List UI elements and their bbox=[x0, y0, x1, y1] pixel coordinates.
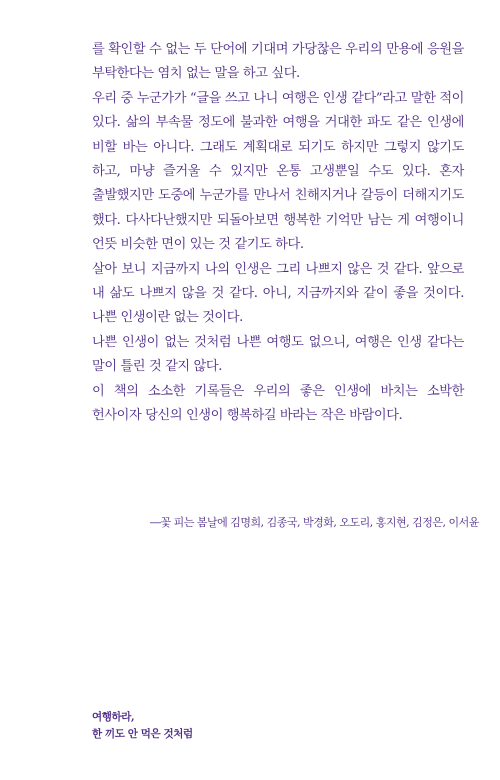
preface-paragraph: 우리 중 누군가가 “글을 쓰고 나니 여행은 인생 같다”라고 말한 적이 있다. 삶의 부속물 정도에 불과한 여행을 거대한 파도 같은 인생에 비할 바는 아니다. 그래도 계획대로 되기도 하지만 그렇지 않기도 하고, 마냥 즐거울 수 있지만 온통 고생뿐일 수도 있다. 혼자 출발했지만 도중에 누군가를 만나서 친해지거나 갈등이 더해지기도 했다. 다사다난했지만 되돌아보면 행복한 기억만 남는 게 여행이니 언뜻 비슷한 면이 있는 것 같기도 하다. bbox=[92, 90, 464, 253]
preface-paragraph: 나쁜 인생이 없는 것처럼 나쁜 여행도 없으니, 여행은 인생 같다는 말이 틀린 것 같지 않다. bbox=[92, 334, 464, 375]
book-title-line-1: 여행하라, bbox=[92, 711, 135, 723]
preface-paragraph: 이 책의 소소한 기록들은 우리의 좋은 인생에 바치는 소박한 헌사이자 당신의 인생이 행복하길 바라는 작은 바람이다. bbox=[92, 383, 464, 424]
authors-signature: ―꽃 피는 봄날에 김명희, 김종국, 박경화, 오도리, 홍지현, 김정은, 이서윤 bbox=[150, 516, 479, 529]
preface-body bbox=[92, 38, 464, 429]
preface-paragraph: 를 확인할 수 없는 두 단어에 기대며 가당찮은 우리의 만용에 응원을 부탁한다는 염치 없는 말을 하고 싶다. bbox=[92, 42, 464, 82]
preface-paragraph: 살아 보니 지금까지 나의 인생은 그리 나쁘지 않은 것 같다. 앞으로 내 삶도 나쁘지 않을 것 같다. 아니, 지금까지와 같이 좋을 것이다. 나쁜 인생이란 없는 것이다. bbox=[92, 261, 464, 326]
book-title-line-2: 한 끼도 안 먹은 것처럼 bbox=[92, 728, 193, 740]
running-book-title bbox=[92, 709, 193, 743]
